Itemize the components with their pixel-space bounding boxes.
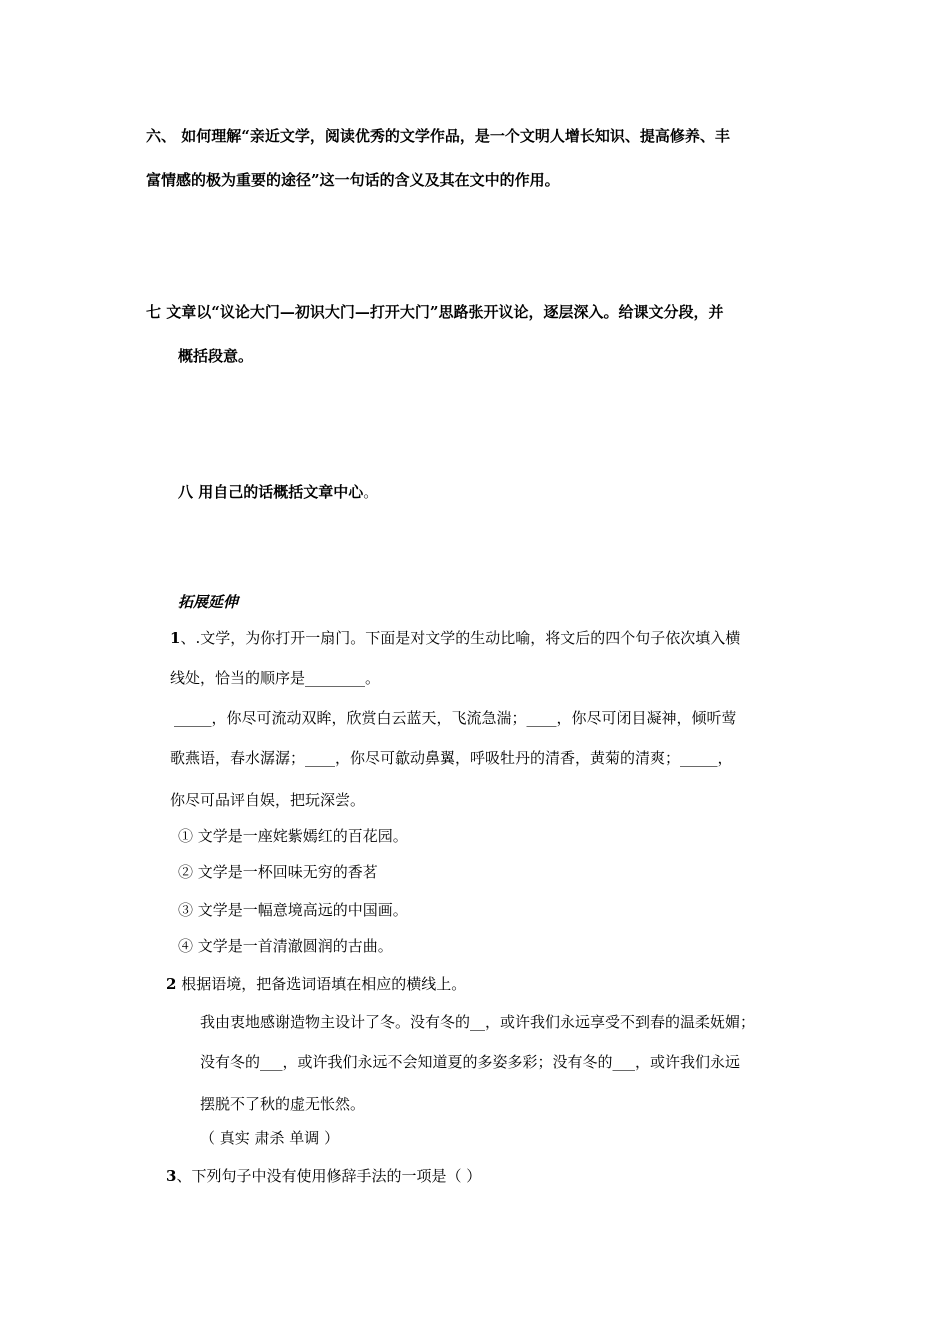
question-8: [178, 482, 378, 502]
extension-heading: 拓展延伸: [178, 593, 239, 611]
item-1-line-2: 线处，恰当的顺序是________。: [170, 669, 381, 687]
item-3-text: 、下列句子中没有使用修辞手法的一项是（ ）: [176, 1167, 482, 1185]
question-7-line-2: 概括段意。: [178, 347, 254, 365]
item-2-number: 2: [166, 975, 177, 993]
item-1-option: ② 文学是一杯回味无穷的香茗: [178, 863, 378, 881]
item-2-passage-line-3: 摆脱不了秋的虚无怅然。: [200, 1095, 366, 1113]
item-2-choices: （ 真实 肃杀 单调 ）: [200, 1129, 340, 1147]
item-3-number: 3: [166, 1167, 177, 1185]
item-1-option: ① 文学是一座姹紫嫣红的百花园。: [178, 827, 408, 845]
item-2-prompt: [166, 974, 466, 994]
item-1-passage-line-1: _____，你尽可流动双眸，欣赏白云蓝天，飞流急湍；____，你尽可闭目凝神，倾听莺: [174, 709, 737, 727]
item-1-option: ③ 文学是一幅意境高远的中国画。: [178, 901, 408, 919]
item-1-passage-line-3: 你尽可品评自娱，把玩深尝。: [170, 791, 366, 809]
item-1-line-1: [170, 628, 740, 648]
question-8-label: 八 用自己的话概括文章中心: [178, 483, 364, 501]
item-1-number: 1: [170, 629, 181, 647]
item-2-text: 根据语境，把备选词语填在相应的横线上。: [181, 975, 467, 993]
item-1-text: 、.文学，为你打开一扇门。下面是对文学的生动比喻，将文后的四个句子依次填入横: [180, 629, 741, 647]
item-1-passage-line-2: 歌燕语，春水潺潺；____，你尽可歙动鼻翼，呼吸牡丹的清香，黄菊的清爽；_____，: [170, 749, 733, 767]
question-8-end: 。: [363, 483, 379, 501]
question-7-line-1: 七 文章以“议论大门—初识大门—打开大门”思路张开议论，逐层深入。给课文分段，并: [146, 303, 724, 321]
question-6-line-1: 六、 如何理解“亲近文学，阅读优秀的文学作品，是一个文明人增长知识、提高修养、丰: [146, 127, 730, 145]
item-2-passage-line-2: 没有冬的___，或许我们永远不会知道夏的多姿多彩；没有冬的___，或许我们永远: [200, 1053, 741, 1071]
item-2-passage-line-1: 我由衷地感谢造物主设计了冬。没有冬的__，或许我们永远享受不到春的温柔妩媚；: [200, 1013, 756, 1031]
question-6-line-2: 富情感的极为重要的途径”这一句话的含义及其在文中的作用。: [146, 171, 560, 189]
item-3-prompt: [166, 1166, 481, 1186]
item-1-option: ④ 文学是一首清澈圆润的古曲。: [178, 937, 393, 955]
